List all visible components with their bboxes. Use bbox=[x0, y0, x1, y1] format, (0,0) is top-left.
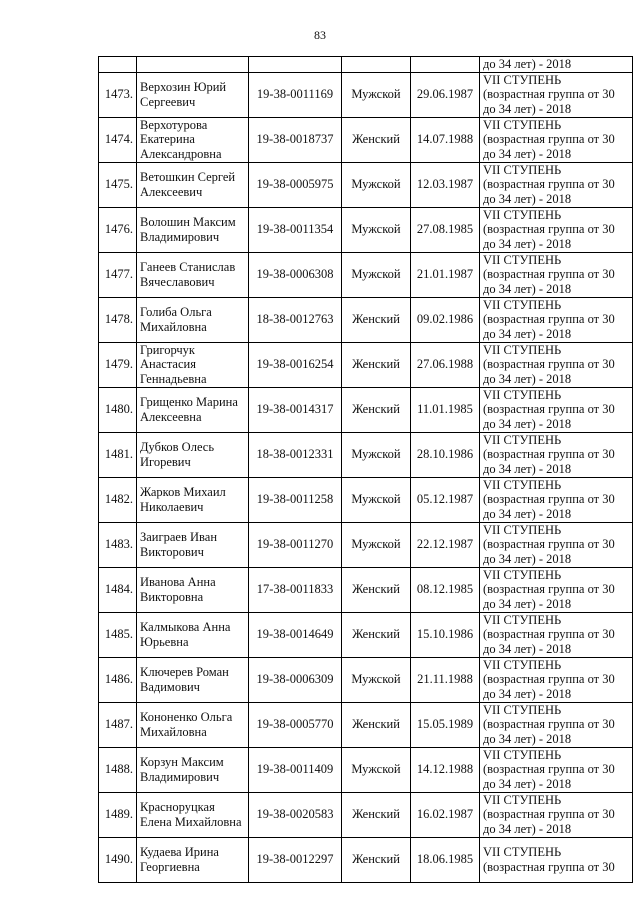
table-row bbox=[99, 837, 633, 882]
id-cell bbox=[249, 57, 342, 73]
table-row bbox=[99, 162, 633, 207]
id-cell: 18-38-0012763 bbox=[249, 297, 342, 342]
award-text-line: до 34 лет) - 2018 bbox=[483, 191, 572, 206]
award-cell bbox=[480, 162, 633, 207]
award-text-line: (возрастная группа от 30 bbox=[483, 582, 615, 597]
gender-cell: Мужской bbox=[342, 432, 411, 477]
row-number-cell: 1482. bbox=[99, 477, 137, 522]
award-cell bbox=[480, 117, 633, 162]
award-text-line: (возрастная группа от 30 bbox=[483, 222, 615, 237]
name-cell: Грищенко Марина Алексеевна bbox=[137, 387, 249, 432]
id-cell: 19-38-0011169 bbox=[249, 72, 342, 117]
id-cell: 19-38-0005770 bbox=[249, 702, 342, 747]
name-cell: Корзун Максим Владимирович bbox=[137, 747, 249, 792]
gender-cell: Женский bbox=[342, 837, 411, 882]
birth-date-cell: 21.11.1988 bbox=[411, 657, 480, 702]
row-number-cell: 1488. bbox=[99, 747, 137, 792]
award-text-line: VII СТУПЕНЬ bbox=[483, 297, 562, 312]
award-text-line: VII СТУПЕНЬ bbox=[483, 567, 562, 582]
award-text-line: до 34 лет) - 2018 bbox=[483, 641, 572, 656]
award-text-line: VII СТУПЕНЬ bbox=[483, 252, 562, 267]
gender-cell: Мужской bbox=[342, 72, 411, 117]
award-cell bbox=[480, 57, 633, 73]
award-text-line: до 34 лет) - 2018 bbox=[483, 326, 572, 341]
id-cell: 19-38-0011409 bbox=[249, 747, 342, 792]
award-text-line: до 34 лет) - 2018 bbox=[483, 776, 572, 791]
birth-date-cell: 11.01.1985 bbox=[411, 387, 480, 432]
id-cell: 19-38-0012297 bbox=[249, 837, 342, 882]
gender-cell: Женский bbox=[342, 792, 411, 837]
id-cell: 19-38-0014649 bbox=[249, 612, 342, 657]
gender-cell: Женский bbox=[342, 387, 411, 432]
name-cell: Голиба Ольга Михайловна bbox=[137, 297, 249, 342]
award-text-line: до 34 лет) - 2018 bbox=[483, 371, 572, 386]
table-row bbox=[99, 747, 633, 792]
birth-date-cell: 18.06.1985 bbox=[411, 837, 480, 882]
award-cell bbox=[480, 792, 633, 837]
row-number-cell: 1487. bbox=[99, 702, 137, 747]
award-cell bbox=[480, 432, 633, 477]
award-text-line: (возрастная группа от 30 bbox=[483, 762, 615, 777]
award-cell bbox=[480, 477, 633, 522]
row-number-cell: 1490. bbox=[99, 837, 137, 882]
gender-cell: Мужской bbox=[342, 252, 411, 297]
gender-cell: Мужской bbox=[342, 207, 411, 252]
birth-date-cell bbox=[411, 57, 480, 73]
name-cell: Калмыкова Анна Юрьевна bbox=[137, 612, 249, 657]
row-number-cell: 1485. bbox=[99, 612, 137, 657]
id-cell: 19-38-0006309 bbox=[249, 657, 342, 702]
award-text-line: до 34 лет) - 2018 bbox=[483, 281, 572, 296]
table-row bbox=[99, 612, 633, 657]
award-cell bbox=[480, 612, 633, 657]
name-cell: Ключерев Роман Вадимович bbox=[137, 657, 249, 702]
birth-date-cell: 28.10.1986 bbox=[411, 432, 480, 477]
award-text-line: VII СТУПЕНЬ bbox=[483, 845, 562, 859]
row-number-cell: 1489. bbox=[99, 792, 137, 837]
table-row bbox=[99, 342, 633, 387]
name-cell: Волошин Максим Владимирович bbox=[137, 207, 249, 252]
birth-date-cell: 14.12.1988 bbox=[411, 747, 480, 792]
id-cell: 19-38-0006308 bbox=[249, 252, 342, 297]
name-cell: Григорчук Анастасия Геннадьевна bbox=[137, 342, 249, 387]
table-row bbox=[99, 297, 633, 342]
award-text: до 34 лет) - 2018 bbox=[483, 57, 572, 71]
birth-date-cell: 29.06.1987 bbox=[411, 72, 480, 117]
gender-cell: Мужской bbox=[342, 477, 411, 522]
award-text-line: (возрастная группа от 30 bbox=[483, 807, 615, 822]
award-cell bbox=[480, 72, 633, 117]
id-cell: 19-38-0014317 bbox=[249, 387, 342, 432]
row-number-cell: 1475. bbox=[99, 162, 137, 207]
id-cell: 19-38-0020583 bbox=[249, 792, 342, 837]
award-text-line: до 34 лет) - 2018 bbox=[483, 551, 572, 566]
birth-date-cell: 15.10.1986 bbox=[411, 612, 480, 657]
gender-cell: Мужской bbox=[342, 162, 411, 207]
birth-date-cell: 14.07.1988 bbox=[411, 117, 480, 162]
birth-date-cell: 09.02.1986 bbox=[411, 297, 480, 342]
gender-cell: Мужской bbox=[342, 747, 411, 792]
award-text-line: VII СТУПЕНЬ bbox=[483, 747, 562, 762]
page-number: 83 bbox=[314, 28, 326, 42]
award-cell bbox=[480, 522, 633, 567]
row-number-cell: 1477. bbox=[99, 252, 137, 297]
award-text-line: (возрастная группа от 30 bbox=[483, 859, 615, 874]
table-row bbox=[99, 117, 633, 162]
awards-table bbox=[98, 56, 633, 883]
award-text-line: VII СТУПЕНЬ bbox=[483, 792, 562, 807]
row-number-cell: 1478. bbox=[99, 297, 137, 342]
award-text-line: до 34 лет) - 2018 bbox=[483, 596, 572, 611]
name-cell: Верхотурова Екатерина Александровна bbox=[137, 117, 249, 162]
row-number-cell bbox=[99, 57, 137, 73]
award-cell bbox=[480, 387, 633, 432]
award-text-line: до 34 лет) - 2018 bbox=[483, 731, 572, 746]
award-text-line: до 34 лет) - 2018 bbox=[483, 101, 572, 116]
gender-cell: Женский bbox=[342, 567, 411, 612]
table-row bbox=[99, 387, 633, 432]
award-cell bbox=[480, 252, 633, 297]
award-text-line: (возрастная группа от 30 bbox=[483, 402, 615, 417]
award-text-line: VII СТУПЕНЬ bbox=[483, 117, 562, 132]
birth-date-cell: 16.02.1987 bbox=[411, 792, 480, 837]
gender-cell: Мужской bbox=[342, 522, 411, 567]
id-cell: 18-38-0012331 bbox=[249, 432, 342, 477]
birth-date-cell: 27.08.1985 bbox=[411, 207, 480, 252]
gender-cell: Женский bbox=[342, 702, 411, 747]
award-cell bbox=[480, 837, 633, 882]
id-cell: 19-38-0011270 bbox=[249, 522, 342, 567]
table-row bbox=[99, 72, 633, 117]
name-cell: Кононенко Ольга Михайловна bbox=[137, 702, 249, 747]
award-text-line: (возрастная группа от 30 bbox=[483, 132, 615, 147]
award-cell bbox=[480, 207, 633, 252]
name-cell: Иванова Анна Викторовна bbox=[137, 567, 249, 612]
gender-cell: Мужской bbox=[342, 657, 411, 702]
award-text-line: (возрастная группа от 30 bbox=[483, 492, 615, 507]
award-text-line: VII СТУПЕНЬ bbox=[483, 72, 562, 87]
gender-cell: Женский bbox=[342, 117, 411, 162]
birth-date-cell: 12.03.1987 bbox=[411, 162, 480, 207]
birth-date-cell: 05.12.1987 bbox=[411, 477, 480, 522]
row-number-cell: 1473. bbox=[99, 72, 137, 117]
gender-cell bbox=[342, 57, 411, 73]
award-text-line: до 34 лет) - 2018 bbox=[483, 461, 572, 476]
award-cell bbox=[480, 747, 633, 792]
id-cell: 19-38-0005975 bbox=[249, 162, 342, 207]
award-text-line: (возрастная группа от 30 bbox=[483, 447, 615, 462]
id-cell: 19-38-0016254 bbox=[249, 342, 342, 387]
award-text-line: (возрастная группа от 30 bbox=[483, 177, 615, 192]
row-number-cell: 1481. bbox=[99, 432, 137, 477]
id-cell: 17-38-0011833 bbox=[249, 567, 342, 612]
birth-date-cell: 08.12.1985 bbox=[411, 567, 480, 612]
gender-cell: Женский bbox=[342, 342, 411, 387]
table-row bbox=[99, 792, 633, 837]
award-text-line: до 34 лет) - 2018 bbox=[483, 821, 572, 836]
name-cell: Кудаева Ирина Георгиевна bbox=[137, 837, 249, 882]
continuation-row bbox=[99, 57, 633, 73]
gender-cell: Женский bbox=[342, 612, 411, 657]
name-cell: Красноруцкая Елена Михайловна bbox=[137, 792, 249, 837]
award-cell bbox=[480, 297, 633, 342]
award-text-line: (возрастная группа от 30 bbox=[483, 267, 615, 282]
name-cell: Верхозин Юрий Сергеевич bbox=[137, 72, 249, 117]
award-text-line: (возрастная группа от 30 bbox=[483, 357, 615, 372]
award-text-line: VII СТУПЕНЬ bbox=[483, 612, 562, 627]
table-row bbox=[99, 657, 633, 702]
award-text-line: VII СТУПЕНЬ bbox=[483, 207, 562, 222]
award-cell bbox=[480, 567, 633, 612]
birth-date-cell: 27.06.1988 bbox=[411, 342, 480, 387]
row-number-cell: 1479. bbox=[99, 342, 137, 387]
award-text-line: (возрастная группа от 30 bbox=[483, 87, 615, 102]
award-text-line: (возрастная группа от 30 bbox=[483, 537, 615, 552]
award-text-line: VII СТУПЕНЬ bbox=[483, 387, 562, 402]
id-cell: 19-38-0011354 bbox=[249, 207, 342, 252]
birth-date-cell: 21.01.1987 bbox=[411, 252, 480, 297]
awards-table-body bbox=[99, 57, 633, 883]
table-row bbox=[99, 252, 633, 297]
name-cell: Ветошкин Сергей Алексеевич bbox=[137, 162, 249, 207]
award-text-line: VII СТУПЕНЬ bbox=[483, 162, 562, 177]
award-text-line: VII СТУПЕНЬ bbox=[483, 477, 562, 492]
row-number-cell: 1484. bbox=[99, 567, 137, 612]
award-text-line: (возрастная группа от 30 bbox=[483, 627, 615, 642]
name-cell: Ганеев Станислав Вячеславович bbox=[137, 252, 249, 297]
name-cell: Заиграев Иван Викторович bbox=[137, 522, 249, 567]
row-number-cell: 1480. bbox=[99, 387, 137, 432]
name-cell: Дубков Олесь Игоревич bbox=[137, 432, 249, 477]
award-text-line: VII СТУПЕНЬ bbox=[483, 702, 562, 717]
table-row bbox=[99, 522, 633, 567]
table-row bbox=[99, 207, 633, 252]
award-cell bbox=[480, 657, 633, 702]
award-text-line: (возрастная группа от 30 bbox=[483, 672, 615, 687]
award-text-line: VII СТУПЕНЬ bbox=[483, 432, 562, 447]
table-row bbox=[99, 432, 633, 477]
award-text-line: до 34 лет) - 2018 bbox=[483, 506, 572, 521]
award-text-line: до 34 лет) - 2018 bbox=[483, 146, 572, 161]
row-number-cell: 1483. bbox=[99, 522, 137, 567]
name-cell bbox=[137, 57, 249, 73]
award-text-line: VII СТУПЕНЬ bbox=[483, 522, 562, 537]
name-cell: Жарков Михаил Николаевич bbox=[137, 477, 249, 522]
award-text-line: (возрастная группа от 30 bbox=[483, 717, 615, 732]
award-text-line: (возрастная группа от 30 bbox=[483, 312, 615, 327]
table-row bbox=[99, 567, 633, 612]
row-number-cell: 1476. bbox=[99, 207, 137, 252]
birth-date-cell: 22.12.1987 bbox=[411, 522, 480, 567]
award-text-line: до 34 лет) - 2018 bbox=[483, 686, 572, 701]
row-number-cell: 1486. bbox=[99, 657, 137, 702]
table-row bbox=[99, 477, 633, 522]
table-row bbox=[99, 702, 633, 747]
award-text-line: до 34 лет) - 2018 bbox=[483, 236, 572, 251]
award-text-line: VII СТУПЕНЬ bbox=[483, 342, 562, 357]
row-number-cell: 1474. bbox=[99, 117, 137, 162]
id-cell: 19-38-0011258 bbox=[249, 477, 342, 522]
birth-date-cell: 15.05.1989 bbox=[411, 702, 480, 747]
award-cell bbox=[480, 342, 633, 387]
id-cell: 19-38-0018737 bbox=[249, 117, 342, 162]
award-text-line: VII СТУПЕНЬ bbox=[483, 657, 562, 672]
award-text-line: до 34 лет) - 2018 bbox=[483, 416, 572, 431]
gender-cell: Женский bbox=[342, 297, 411, 342]
award-cell bbox=[480, 702, 633, 747]
